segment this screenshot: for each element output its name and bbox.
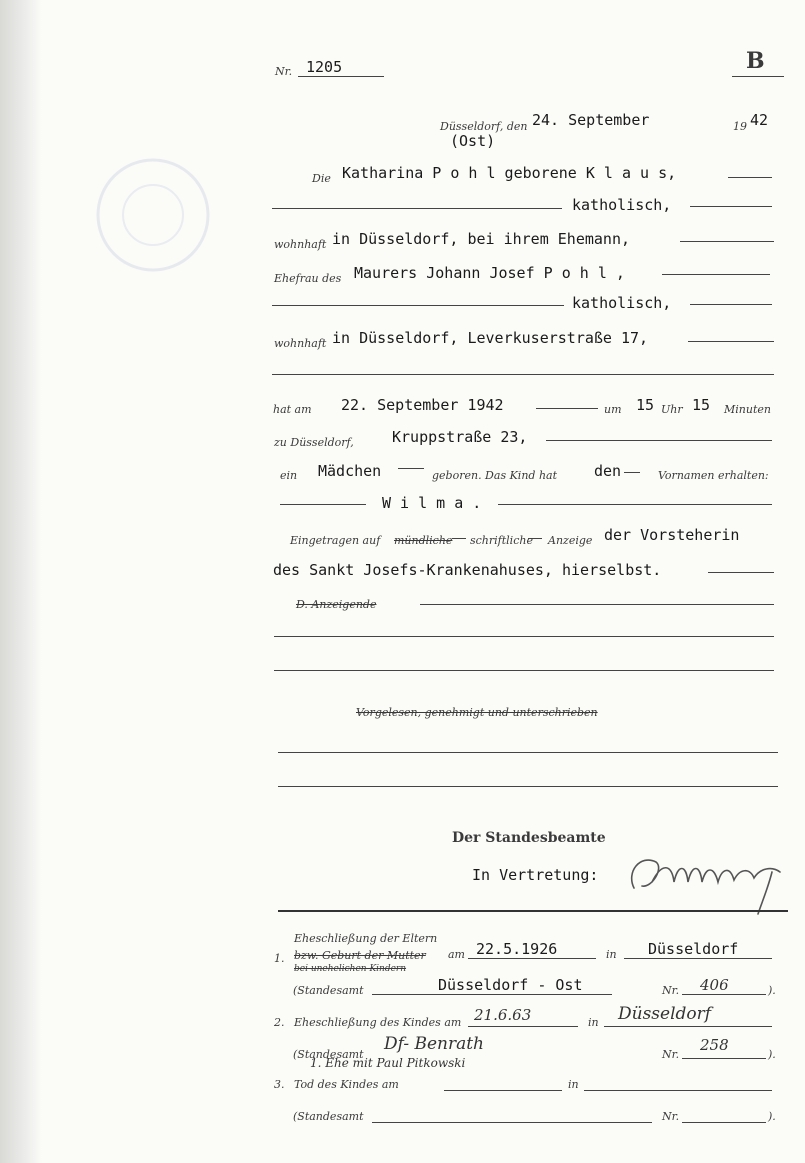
fill-line (604, 1026, 772, 1027)
year-prefix: 19 (733, 120, 747, 133)
informant-line1: der Vorsteherin (604, 526, 740, 544)
fill-line (278, 752, 778, 753)
ehefrau-label: Ehefrau des (274, 272, 342, 285)
letter-b: B (746, 48, 765, 74)
wohnhaft2-label: wohnhaft (274, 337, 327, 350)
official-signature (622, 842, 792, 918)
birth-minute: 15 (692, 396, 711, 414)
note2-close: ). (768, 1048, 776, 1061)
schriftliche-label: schriftliche (470, 534, 533, 547)
note2-place: Düsseldorf (618, 1004, 712, 1024)
fill-line (468, 1026, 578, 1027)
zu-label: zu Düsseldorf, (274, 436, 354, 449)
fill-line (662, 274, 770, 275)
year-value: 42 (750, 111, 769, 129)
mother-name: Katharina P o h l geborene K l a u s, (342, 164, 677, 182)
dash (452, 538, 466, 539)
note4-nr-label: Nr. (662, 1110, 680, 1123)
fill-line (536, 408, 598, 409)
note1-nr-label: Nr. (662, 984, 680, 997)
ein-label: ein (280, 469, 298, 482)
note2-spouse: 1. Ehe mit Paul Pitkowski (310, 1056, 466, 1070)
note1-am: am (448, 948, 465, 961)
hat-am-label: hat am (273, 403, 312, 416)
fill-line (682, 1122, 766, 1123)
fill-line (688, 341, 774, 342)
note3-in: in (568, 1078, 579, 1091)
um-label: um (604, 403, 622, 416)
in-vertretung-label: In Vertretung: (472, 866, 599, 884)
die-label: Die (312, 172, 331, 185)
note2-nr-label: Nr. (662, 1048, 680, 1061)
fill-line (278, 786, 778, 787)
nr-label: Nr. (275, 65, 293, 78)
husband-religion: katholisch, (572, 294, 672, 312)
note2-nr: 258 (700, 1036, 729, 1054)
note2-number: 2. (274, 1016, 285, 1029)
fill-line (690, 304, 772, 305)
fill-line (280, 504, 366, 505)
wohnhaft-label: wohnhaft (274, 238, 327, 251)
section-divider (278, 910, 788, 912)
note3-label: Tod des Kindes am (294, 1078, 399, 1091)
place-note: (Ost) (450, 132, 496, 150)
fill-line (624, 472, 640, 473)
dash (528, 538, 542, 539)
note1-standesamt-label: (Standesamt (293, 984, 364, 997)
note2-label: Eheschließung des Kindes am (294, 1016, 462, 1029)
birth-hour: 15 (636, 396, 655, 414)
fill-line (680, 241, 774, 242)
nr-value: 1205 (306, 58, 343, 76)
child-article: den (594, 462, 622, 480)
fill-line (274, 636, 774, 637)
note1-standesamt: Düsseldorf - Ost (438, 976, 583, 994)
note1-label-b: bzw. Geburt der Mutter (294, 949, 426, 962)
note3-number: 3. (274, 1078, 285, 1091)
fill-line (272, 374, 774, 375)
fill-line (272, 305, 564, 306)
fill-line (274, 670, 774, 671)
note4-close: ). (768, 1110, 776, 1123)
fill-line (372, 1122, 652, 1123)
note2-date: 21.6.63 (474, 1006, 532, 1024)
note1-label-c: bei unehelichen Kindern (294, 964, 407, 974)
fill-line (420, 604, 774, 605)
mother-religion: katholisch, (572, 196, 672, 214)
note1-date: 22.5.1926 (476, 940, 558, 958)
faded-stamp-seal (88, 150, 218, 280)
mother-residence: in Düsseldorf, bei ihrem Ehemann, (332, 230, 631, 248)
informant-line2: des Sankt Josefs-Krankenahuses, hierselbst. (273, 561, 662, 579)
birth-address: Kruppstraße 23, (392, 428, 528, 446)
child-sex: Mädchen (318, 462, 382, 480)
eingetragen-label: Eingetragen auf (290, 534, 381, 547)
husband-residence: in Düsseldorf, Leverkuserstraße 17, (332, 329, 649, 347)
anzeigende-label: D. Anzeigende (296, 598, 377, 611)
note4-standesamt-label: (Standesamt (293, 1110, 364, 1123)
note1-in: in (606, 948, 617, 961)
fill-line (468, 958, 596, 959)
scan-shadow-edge (0, 0, 42, 1163)
note1-close: ). (768, 984, 776, 997)
letter-box (732, 48, 784, 77)
fill-line (444, 1090, 562, 1091)
fill-line (682, 994, 766, 995)
note2-in: in (588, 1016, 599, 1029)
fill-line (728, 177, 772, 178)
fill-line (624, 958, 772, 959)
geboren-label: geboren. Das Kind hat (432, 469, 558, 482)
fill-line (498, 504, 772, 505)
fill-line (546, 440, 772, 441)
note1-nr: 406 (700, 976, 729, 994)
note2-standesamt: Df- Benrath (384, 1034, 485, 1054)
uhr-label: Uhr (661, 403, 683, 416)
fill-line (584, 1090, 772, 1091)
standesbeamte-title: Der Standesbeamte (452, 830, 606, 846)
vorgelesen-label: Vorgelesen, genehmigt und unterschrieben (356, 706, 598, 719)
child-name: W i l m a . (382, 494, 482, 512)
note1-place: Düsseldorf (648, 940, 739, 958)
fill-line (372, 994, 612, 995)
minuten-label: Minuten (724, 403, 771, 416)
fill-line (690, 206, 772, 207)
fill-line (398, 468, 424, 469)
fill-line (272, 208, 562, 209)
birth-date: 22. September 1942 (341, 396, 504, 414)
fill-line (682, 1058, 766, 1059)
vornamen-label: Vornamen erhalten: (658, 469, 769, 482)
muendliche-label: mündliche (394, 534, 453, 547)
place-label: Düsseldorf, den (440, 120, 528, 133)
note2-standesamt-label: (Standesamt (293, 1048, 364, 1061)
anzeige-label: Anzeige (548, 534, 593, 547)
note1-label-a: Eheschließung der Eltern (294, 932, 438, 945)
fill-line (708, 572, 774, 573)
husband-name: Maurers Johann Josef P o h l , (354, 264, 625, 282)
date-value: 24. September (532, 111, 650, 129)
nr-line (298, 76, 384, 77)
note1-number: 1. (274, 952, 285, 965)
